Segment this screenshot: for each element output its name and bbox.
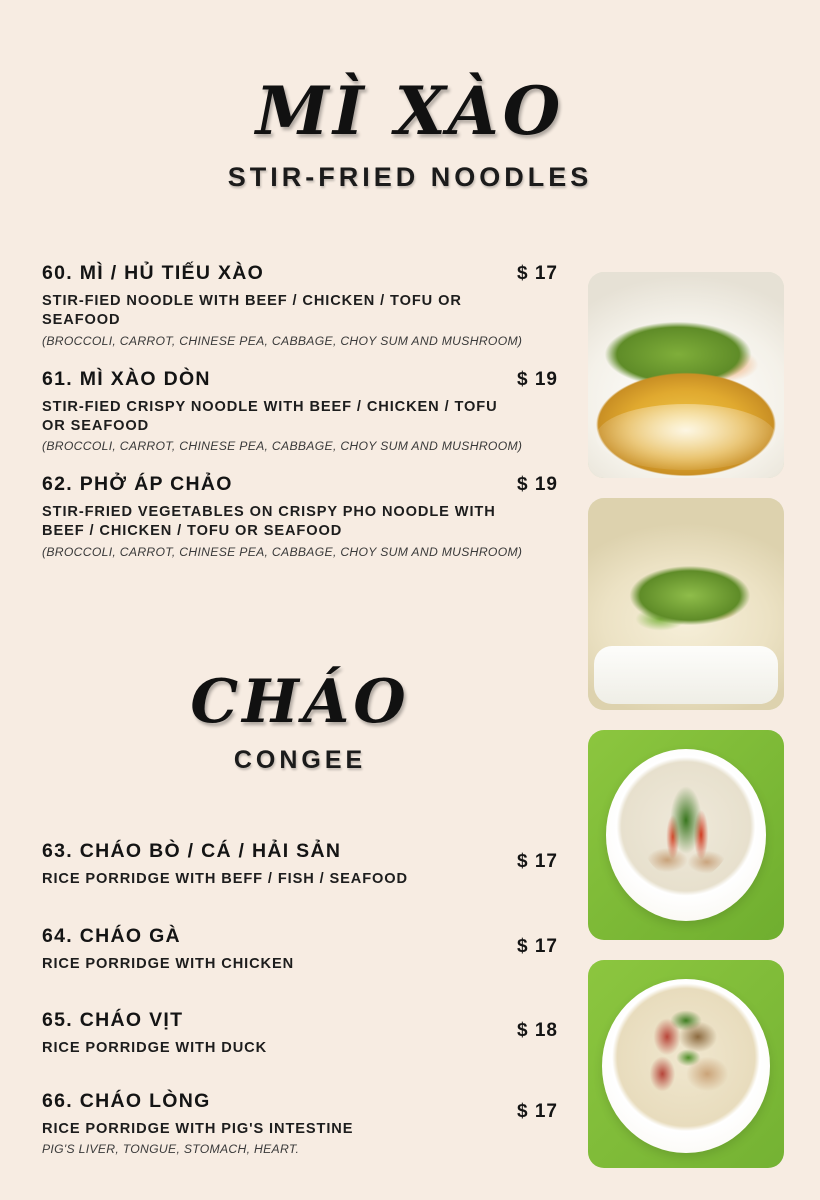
menu-item-number: 60.: [42, 262, 74, 284]
menu-item-title: [42, 368, 211, 391]
section-title-chao: CHÁO: [190, 667, 410, 737]
menu-list-stir-fried-noodles: [42, 262, 558, 559]
menu-item-name: CHÁO VỊT: [79, 1008, 184, 1031]
menu-item-description: STIR-FIED NOODLE WITH BEEF / CHICKEN / TOFU OR SEAFOOD: [42, 293, 462, 329]
photo-image: [588, 498, 784, 710]
menu-item-price: $ 17: [517, 936, 558, 958]
menu-item-number: 63.: [42, 840, 74, 862]
section-title-mi-xao: MÌ XÀO: [255, 72, 565, 150]
menu-item-title: [42, 925, 181, 948]
menu-item-header: [42, 473, 558, 496]
menu-item-number: 66.: [42, 1089, 74, 1112]
menu-item-note: (BROCCOLI, CARROT, CHINESE PEA, CABBAGE, CHOY SUM AND MUSHROOM): [42, 544, 523, 559]
section-subtitle-chao: CONGEE: [233, 746, 367, 774]
menu-item-price: $ 19: [517, 368, 558, 390]
menu-item-price: $ 17: [517, 263, 558, 284]
menu-item: [42, 1009, 558, 1058]
menu-item-description: STIR-FRIED VEGETABLES ON CRISPY PHO NOODLE WITH BEEF / CHICKEN / TOFU OR SEAFOOD: [42, 504, 496, 540]
menu-item-header: [42, 1008, 558, 1041]
menu-item-name: CHÁO BÒ / CÁ / HẢI SẢN: [79, 840, 342, 862]
photo-image: [588, 272, 784, 478]
menu-item-name: PHỞ ÁP CHẢO: [79, 473, 233, 495]
menu-item-header: [42, 262, 558, 285]
menu-item-header: [42, 1089, 558, 1122]
menu-item-note: (BROCCOLI, CARROT, CHINESE PEA, CABBAGE, CHOY SUM AND MUSHROOM): [42, 439, 523, 453]
menu-item-number: 62.: [42, 473, 74, 495]
menu-item: [42, 368, 558, 454]
menu-item-number: 61.: [42, 367, 74, 390]
photo-image: [588, 730, 784, 940]
menu-item-title: [42, 840, 341, 863]
menu-item: [42, 1090, 558, 1156]
menu-item-description: RICE PORRIDGE WITH BEFF / FISH / SEAFOOD: [42, 871, 408, 887]
menu-item-price: $ 18: [517, 1019, 558, 1041]
dish-photo-pork-congee: [588, 960, 784, 1168]
menu-item-title: [42, 262, 264, 285]
menu-item-price: $ 19: [517, 474, 558, 495]
menu-item-note: PIG'S LIVER, TONGUE, STOMACH, HEART.: [42, 1142, 300, 1156]
menu-item-description: RICE PORRIDGE WITH CHICKEN: [42, 956, 295, 973]
menu-item-name: MÌ XÀO DÒN: [79, 367, 211, 390]
menu-item-description: RICE PORRIDGE WITH PIG'S INTESTINE: [42, 1120, 354, 1137]
menu-item-title: [42, 1090, 211, 1113]
menu-item-header: [42, 840, 558, 872]
menu-item-name: CHÁO LÒNG: [79, 1089, 211, 1112]
dish-photo-pho-ap-chao: [588, 498, 784, 710]
menu-item-price: $ 17: [517, 1100, 558, 1122]
menu-item-title: [42, 1009, 183, 1032]
dish-photo-seafood-congee: [588, 730, 784, 940]
menu-item: [42, 925, 558, 974]
menu-list-congee: [42, 840, 558, 1156]
menu-item-header: [42, 368, 558, 391]
menu-item-header: [42, 925, 558, 958]
menu-item: [42, 473, 558, 559]
menu-item: [42, 262, 558, 348]
section-header-mi-xao: [0, 72, 820, 193]
menu-item-note: (BROCCOLI, CARROT, CHINESE PEA, CABBAGE, CHOY SUM AND MUSHROOM): [42, 333, 523, 348]
photo-image: [588, 960, 784, 1168]
dish-photo-stir-fried-crispy-noodle: [588, 272, 784, 478]
menu-item-name: MÌ / HỦ TIẾU XÀO: [79, 262, 265, 284]
menu-item-name: CHÁO GÀ: [79, 925, 181, 948]
section-header-chao: [20, 667, 580, 775]
menu-item-number: 65.: [42, 1008, 74, 1031]
menu-item-number: 64.: [42, 925, 74, 948]
menu-item-description: STIR-FIED CRISPY NOODLE WITH BEEF / CHICKEN / TOFU OR SEAFOOD: [42, 398, 498, 434]
menu-item-title: [42, 473, 233, 496]
menu-item-price: $ 17: [517, 851, 558, 872]
section-subtitle-mi-xao: STIR-FRIED NOODLES: [227, 162, 593, 192]
menu-item-description: RICE PORRIDGE WITH DUCK: [42, 1039, 268, 1056]
menu-item: [42, 840, 558, 889]
